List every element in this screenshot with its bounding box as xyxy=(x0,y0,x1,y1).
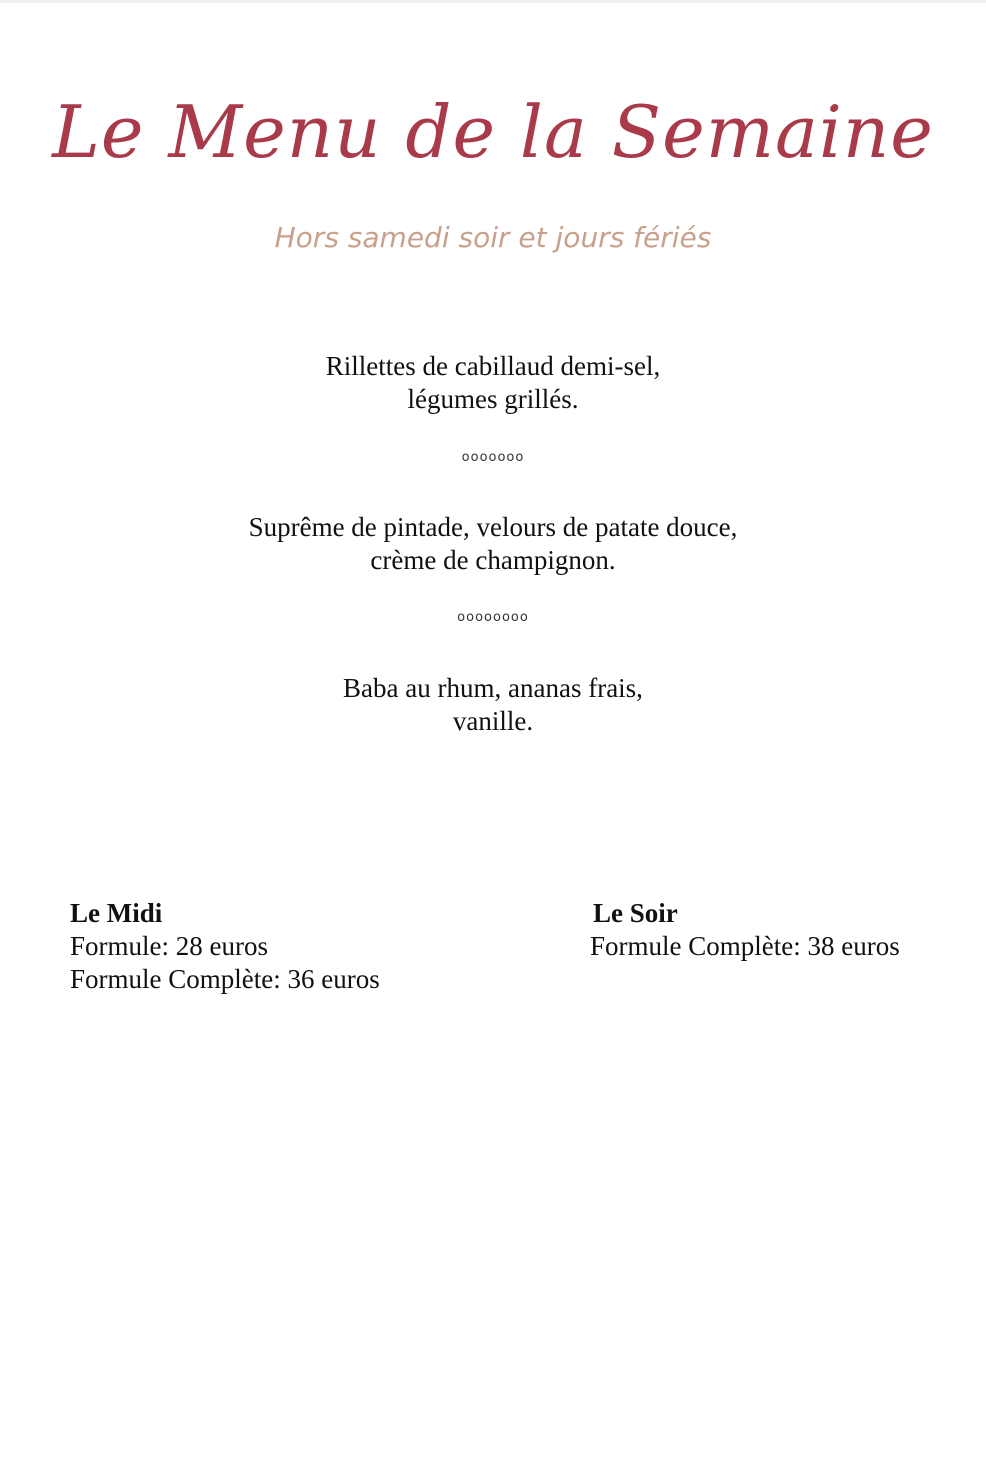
starter-course xyxy=(0,350,986,416)
separator-1: ooooooo xyxy=(461,450,525,465)
dessert-course xyxy=(0,672,986,738)
midi-price-item: Formule: 28 euros xyxy=(70,931,268,961)
midi-price-item: Formule Complète: 36 euros xyxy=(70,964,380,994)
midi-pricing xyxy=(70,897,380,996)
soir-price-item: Formule Complète: 38 euros xyxy=(590,931,900,961)
main-course xyxy=(0,511,986,577)
soir-pricing xyxy=(590,897,900,963)
dessert-line-2: vanille. xyxy=(452,706,534,736)
menu-subtitle: Hors samedi soir et jours fériés xyxy=(274,221,712,254)
starter-line-1: Rillettes de cabillaud demi-sel, xyxy=(325,351,661,381)
main-line-1: Suprême de pintade, velours de patate douce, xyxy=(248,512,738,542)
separator-2: oooooooo xyxy=(457,610,529,625)
soir-heading: Le Soir xyxy=(593,898,678,928)
starter-line-2: légumes grillés. xyxy=(407,384,579,414)
dessert-line-1: Baba au rhum, ananas frais, xyxy=(343,673,643,703)
menu-title: Le Menu de la Semaine xyxy=(52,90,934,174)
midi-heading: Le Midi xyxy=(70,898,163,928)
main-line-2: crème de champignon. xyxy=(370,545,616,575)
top-border xyxy=(0,0,986,3)
